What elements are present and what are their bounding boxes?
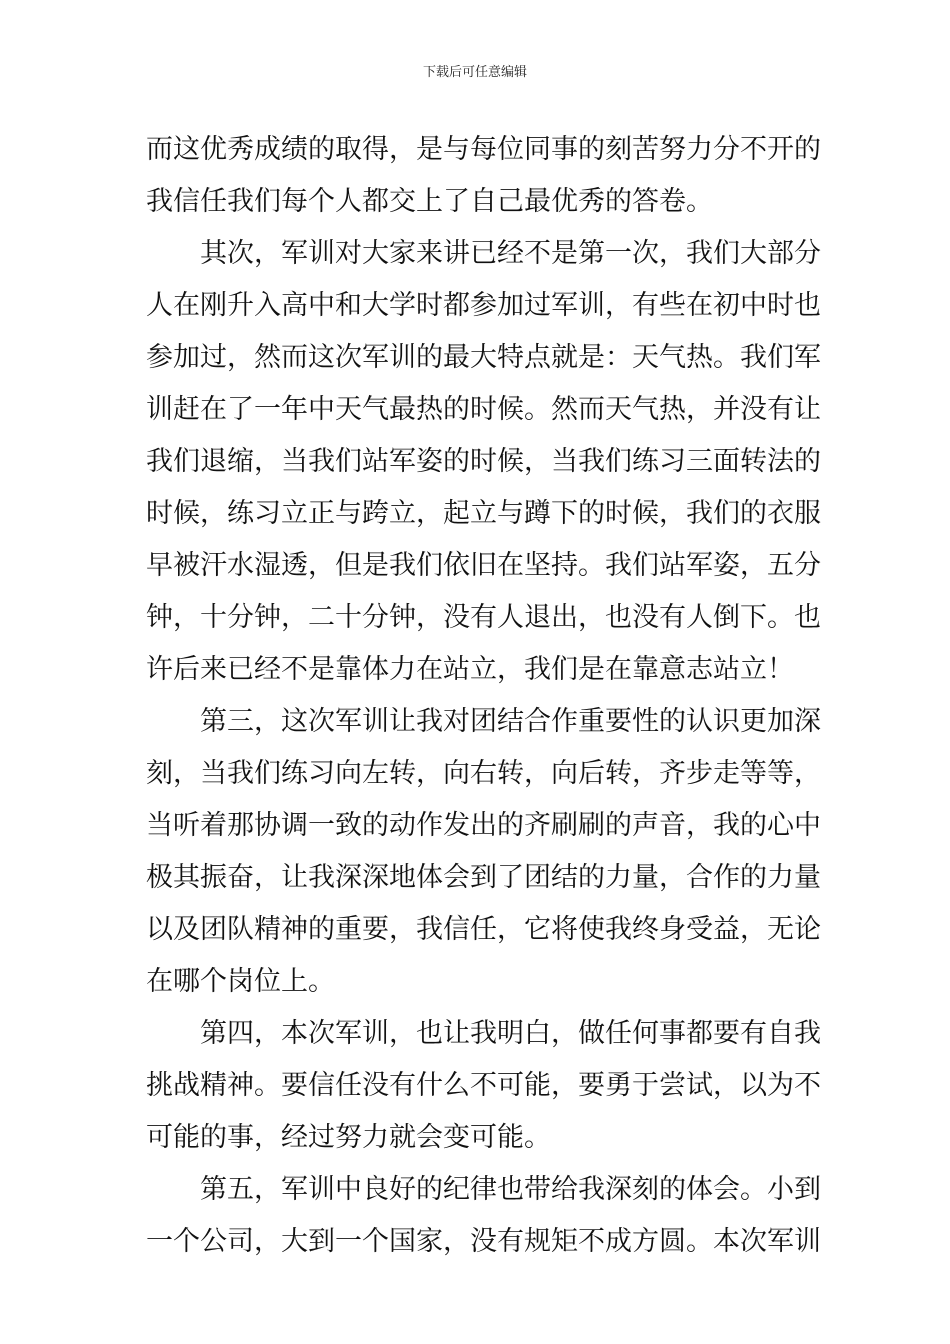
text-line: 参加过，然而这次军训的最大特点就是：天气热。我们军 <box>146 342 821 373</box>
text-line: 而这优秀成绩的取得，是与每位同事的刻苦努力分不开的 <box>146 134 821 165</box>
paragraph-start-line: 其次，军训对大家来讲已经不是第一次，我们大部分 <box>200 238 821 269</box>
paragraph-start-line: 第三，这次军训让我对团结合作重要性的认识更加深 <box>200 706 821 737</box>
text-line: 训赶在了一年中天气最热的时候。然而天气热，并没有让 <box>146 394 821 425</box>
document-body <box>146 124 821 1268</box>
paragraph-start-line: 第五，军训中良好的纪律也带给我深刻的体会。小到 <box>200 1174 821 1205</box>
text-line: 在哪个岗位上。 <box>146 966 335 997</box>
text-line: 时候，练习立正与跨立，起立与蹲下的时候，我们的衣服 <box>146 498 821 529</box>
text-line: 挑战精神。要信任没有什么不可能，要勇于尝试，以为不 <box>146 1070 821 1101</box>
text-line: 以及团队精神的重要，我信任，它将使我终身受益，无论 <box>146 914 821 945</box>
text-line: 刻，当我们练习向左转，向右转，向后转，齐步走等等， <box>146 758 821 789</box>
page-header: 下载后可任意编辑 <box>422 65 527 80</box>
text-line: 人在刚升入高中和大学时都参加过军训，有些在初中时也 <box>146 290 821 321</box>
text-line: 我们退缩，当我们站军姿的时候，当我们练习三面转法的 <box>146 446 821 477</box>
text-line: 一个公司，大到一个国家，没有规矩不成方圆。本次军训 <box>146 1226 821 1257</box>
text-line: 许后来已经不是靠体力在站立，我们是在靠意志站立！ <box>146 654 794 685</box>
text-line: 当听着那协调一致的动作发出的齐刷刷的声音，我的心中 <box>146 810 821 841</box>
text-line: 钟，十分钟，二十分钟，没有人退出，也没有人倒下。也 <box>146 602 821 633</box>
paragraph-start-line: 第四，本次军训，也让我明白，做任何事都要有自我 <box>200 1018 821 1049</box>
text-line: 我信任我们每个人都交上了自己最优秀的答卷。 <box>146 186 713 217</box>
text-line: 极其振奋，让我深深地体会到了团结的力量，合作的力量 <box>146 862 821 893</box>
text-line: 早被汗水湿透，但是我们依旧在坚持。我们站军姿，五分 <box>146 550 821 581</box>
text-line: 可能的事，经过努力就会变可能。 <box>146 1122 551 1153</box>
